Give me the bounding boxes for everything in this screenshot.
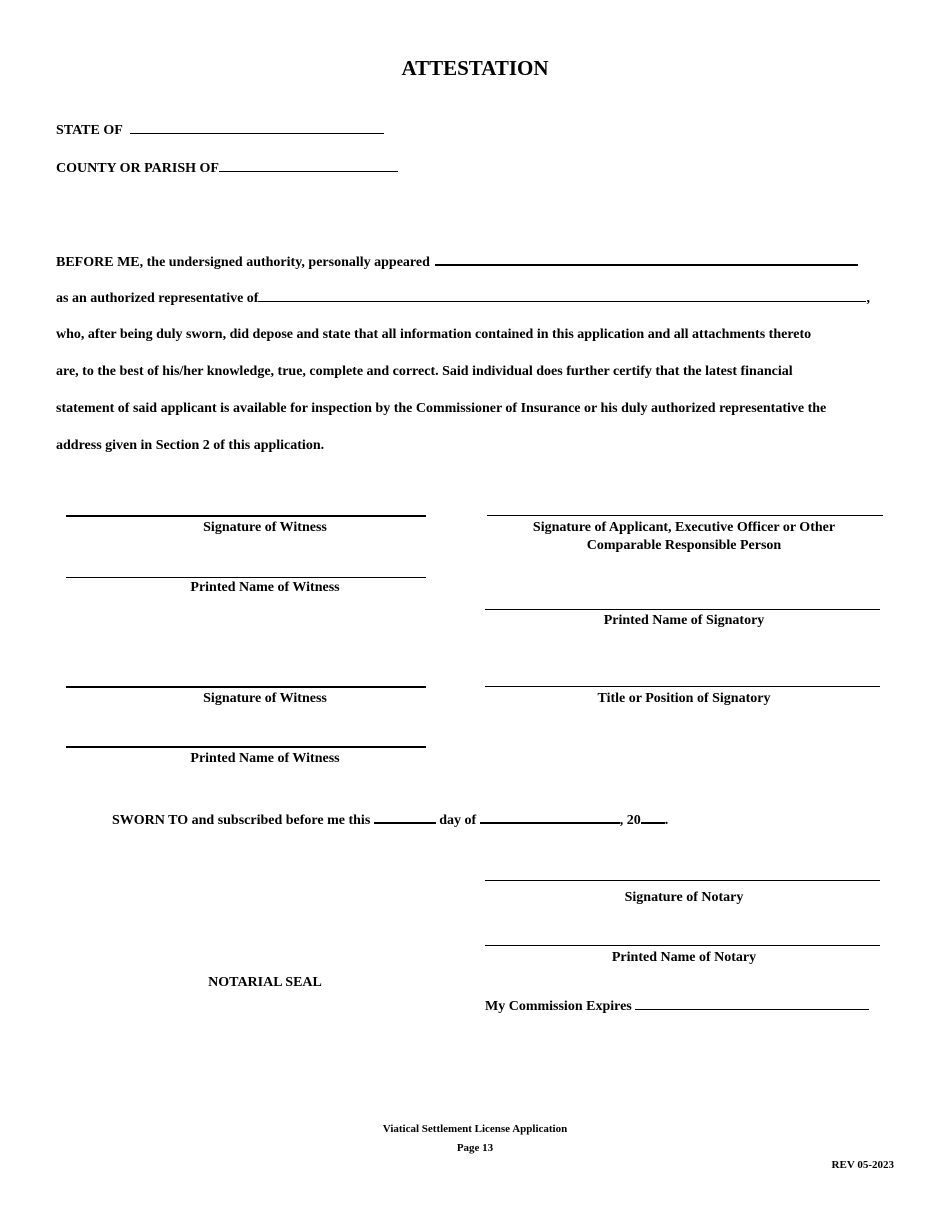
signatory-title-line[interactable] xyxy=(485,686,880,687)
month-field[interactable] xyxy=(480,810,620,824)
witness-name-label: Printed Name of Witness xyxy=(190,580,340,595)
witness-name-line-1[interactable] xyxy=(66,577,426,578)
representative-row xyxy=(56,289,870,308)
witness-name-line-2[interactable] xyxy=(66,746,426,748)
witness-signature-label: Signature of Witness xyxy=(203,691,327,706)
state-label: STATE OF xyxy=(56,123,123,138)
representative-text: as an authorized representative of xyxy=(56,291,259,306)
day-field[interactable] xyxy=(374,810,436,824)
sworn-row xyxy=(112,810,668,830)
body-line: who, after being duly sworn, did depose and state that all information contained in this application and all attachments thereto xyxy=(56,327,812,342)
footer-revision: REV 05-2023 xyxy=(831,1159,894,1171)
body-line: are, to the best of his/her knowledge, true, complete and correct. Said individual does further certify that the latest financial xyxy=(56,364,793,379)
commission-label: My Commission Expires xyxy=(485,999,632,1014)
commission-expires-field[interactable] xyxy=(635,997,869,1010)
body-line: statement of said applicant is available for inspection by the Commissioner of Insurance or his duly authorized representative the xyxy=(56,401,827,416)
sworn-text: SWORN TO and subscribed before me this xyxy=(112,813,371,828)
signatory-name-line[interactable] xyxy=(485,609,880,610)
notary-signature-line[interactable] xyxy=(485,880,880,881)
body-line: address given in Section 2 of this application. xyxy=(56,438,325,453)
witness-name-label: Printed Name of Witness xyxy=(190,751,340,766)
notarial-seal-label: NOTARIAL SEAL xyxy=(208,975,322,990)
notary-name-line[interactable] xyxy=(485,945,880,946)
footer-form-name: Viatical Settlement License Application xyxy=(382,1123,568,1135)
appeared-row xyxy=(56,252,858,272)
commission-row xyxy=(485,997,869,1016)
year-prefix: , 20 xyxy=(619,813,641,828)
county-row xyxy=(56,159,398,178)
appeared-name-field[interactable] xyxy=(435,252,858,266)
notary-signature-label: Signature of Notary xyxy=(624,890,744,905)
applicant-signature-label-2: Comparable Responsible Person xyxy=(586,538,782,553)
day-of-text: day of xyxy=(439,813,477,828)
applicant-signature-label: Signature of Applicant, Executive Officer or Other xyxy=(532,520,836,535)
signatory-title-label: Title or Position of Signatory xyxy=(597,691,771,706)
before-me-text: BEFORE ME, the undersigned authority, personally appeared xyxy=(56,255,430,270)
witness-signature-line-1[interactable] xyxy=(66,515,426,517)
signatory-name-label: Printed Name of Signatory xyxy=(603,613,765,628)
county-field[interactable] xyxy=(219,159,398,172)
applicant-signature-line[interactable] xyxy=(487,515,883,516)
period: . xyxy=(664,813,669,828)
state-field[interactable] xyxy=(130,121,384,134)
page-title: ATTESTATION xyxy=(401,56,549,80)
footer-page-number: Page 13 xyxy=(456,1142,494,1154)
witness-signature-line-2[interactable] xyxy=(66,686,426,688)
state-row xyxy=(56,121,384,140)
comma: , xyxy=(866,291,870,306)
representative-field[interactable] xyxy=(258,289,866,302)
notary-name-label: Printed Name of Notary xyxy=(611,950,757,965)
county-label: COUNTY OR PARISH OF xyxy=(56,161,219,176)
year-field[interactable] xyxy=(641,810,665,824)
witness-signature-label: Signature of Witness xyxy=(203,520,327,535)
